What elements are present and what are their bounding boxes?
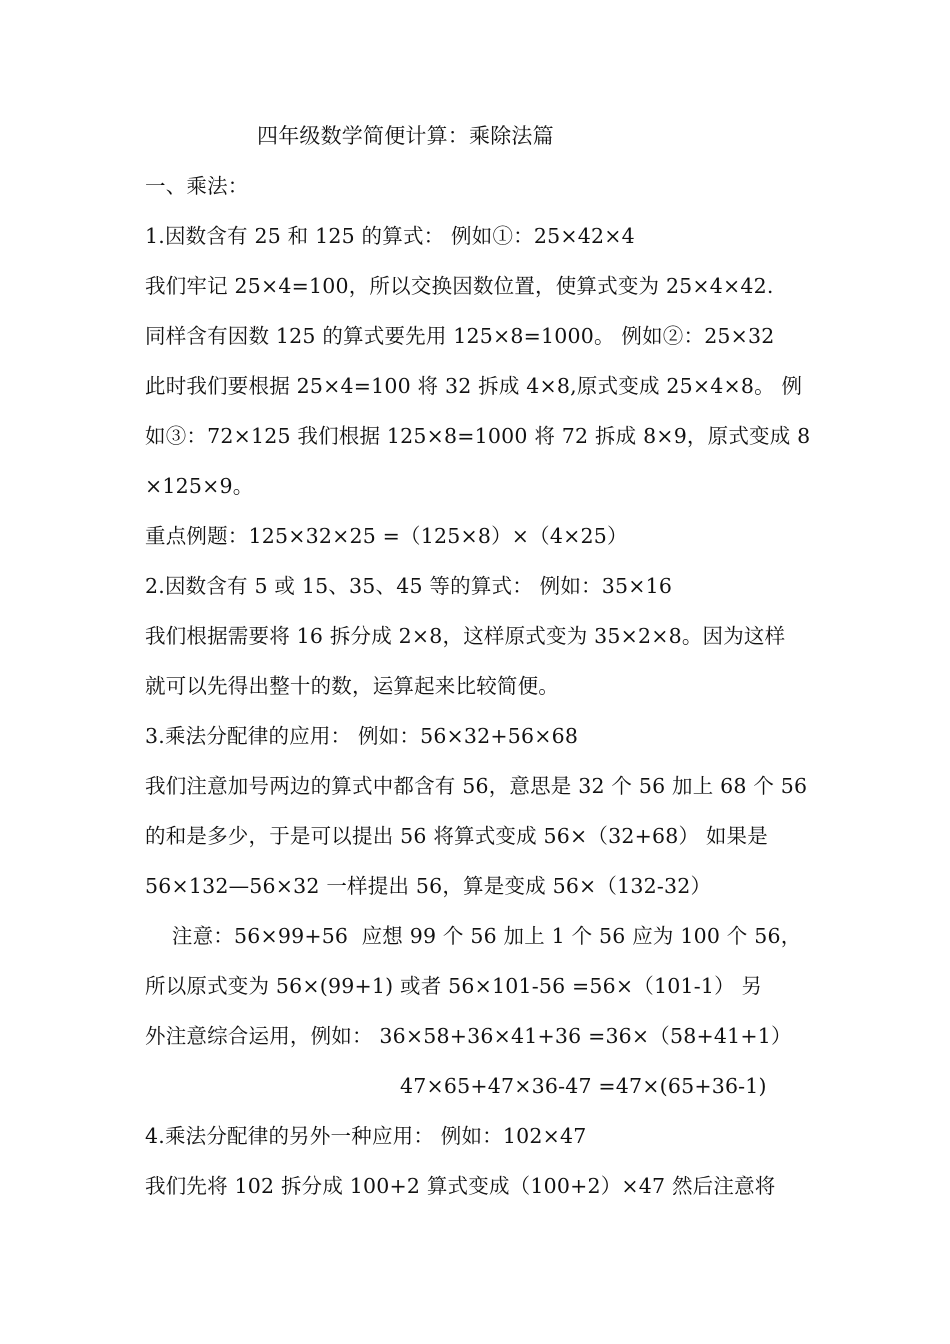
paragraph-line: 我们注意加号两边的算式中都含有 56，意思是 32 个 56 加上 68 个 56 [145,774,808,798]
paragraph-line: 我们牢记 25×4=100，所以交换因数位置，使算式变为 25×4×42. [145,274,774,298]
paragraph-line: 我们根据需要将 16 拆分成 2×8，这样原式变为 35×2×8。因为这样 [145,624,786,648]
paragraph-line: ×125×9。 [145,474,254,498]
paragraph-line: 如③：72×125 我们根据 125×8=1000 将 72 拆成 8×9，原式变成 8 [145,424,811,448]
example-continuation-line: 47×65+47×36-47 =47×(65+36-1) [400,1074,767,1098]
paragraph-line: 外注意综合运用，例如： 36×58+36×41+36 =36×（58+41+1） [145,1024,792,1048]
paragraph-line: 此时我们要根据 25×4=100 将 32 拆成 4×8,原式变成 25×4×8。 例 [145,374,803,398]
paragraph-line: 就可以先得出整十的数，运算起来比较简便。 [145,674,559,698]
paragraph-line: 2.因数含有 5 或 15、35、45 等的算式： 例如：35×16 [145,574,673,598]
paragraph-line: 3.乘法分配律的应用： 例如：56×32+56×68 [145,724,579,748]
paragraph-line: 4.乘法分配律的另外一种应用： 例如：102×47 [145,1124,587,1148]
page-title: 四年级数学简便计算：乘除法篇 [257,124,554,148]
paragraph-line: 同样含有因数 125 的算式要先用 125×8=1000。 例如②：25×32 [145,324,775,348]
paragraph-line: 所以原式变为 56×(99+1) 或者 56×101-56 =56×（101-1） 另 [145,974,763,998]
paragraph-line: 56×132—56×32 一样提出 56，算是变成 56×（132-32） [145,874,712,898]
paragraph-line: 1.因数含有 25 和 125 的算式： 例如①：25×42×4 [145,224,635,248]
paragraph-line: 我们先将 102 拆分成 100+2 算式变成（100+2）×47 然后注意将 [145,1174,776,1198]
key-example-line: 重点例题：125×32×25 =（125×8）×（4×25） [145,524,628,548]
section-heading-multiplication: 一、乘法： [145,174,249,198]
paragraph-line: 的和是多少，于是可以提出 56 将算式变成 56×（32+68） 如果是 [145,824,768,848]
note-line: 注意：56×99+56 应想 99 个 56 加上 1 个 56 应为 100 个 56， [145,924,802,948]
